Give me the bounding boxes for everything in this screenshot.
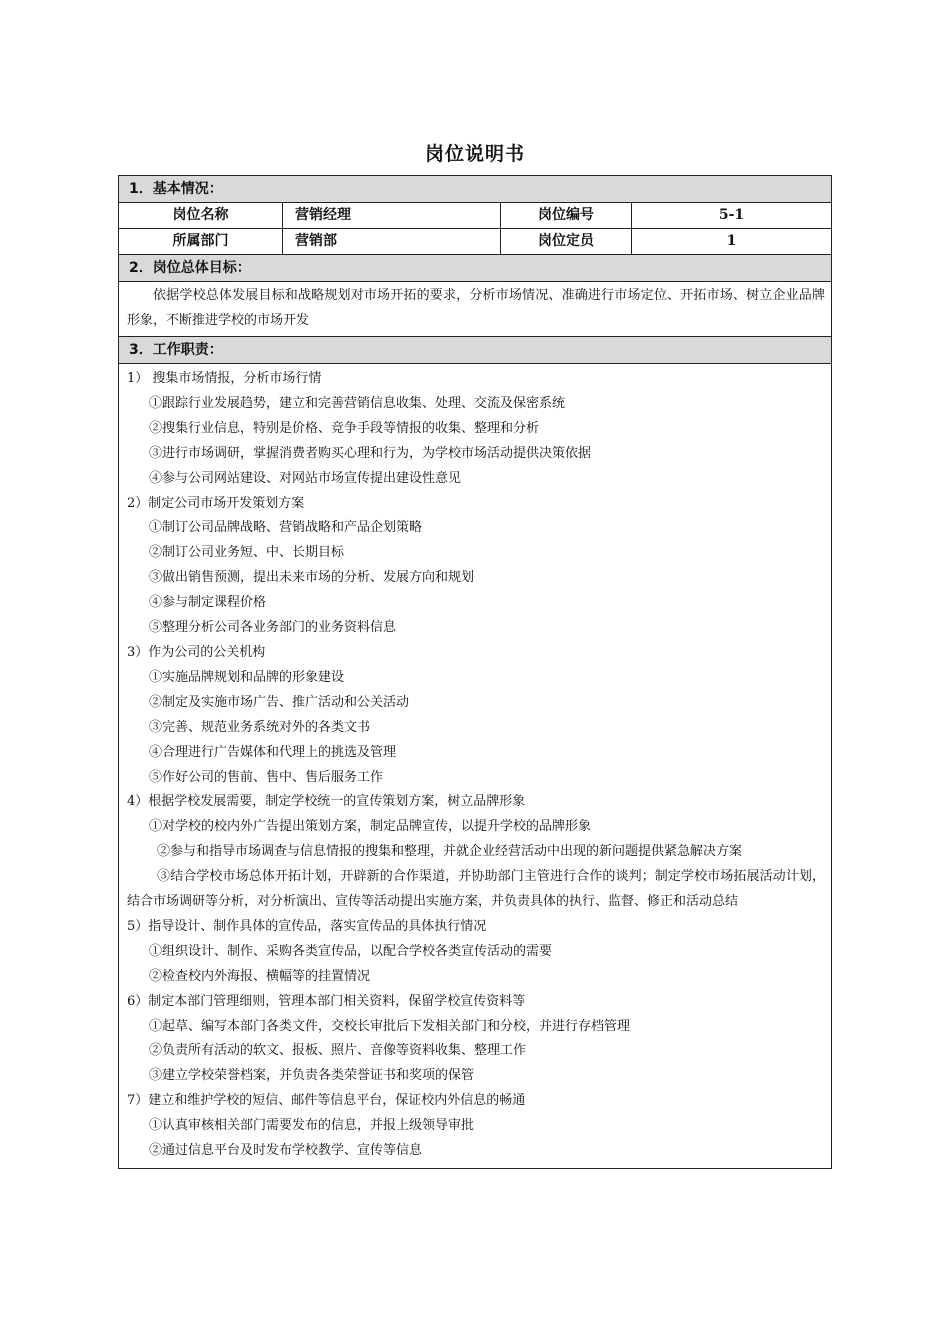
duty-item: ③进行市场调研，掌握消费者购买心理和行为，为学校市场活动提供决策依据 — [149, 445, 592, 461]
duty-item: ⑤作好公司的售前、售中、售后服务工作 — [149, 769, 384, 785]
duty-item: ③做出销售预测，提出未来市场的分析、发展方向和规划 — [149, 570, 475, 586]
job-description-form — [118, 175, 832, 1169]
duty-group-title: 1） 搜集市场情报，分析市场行情 — [127, 371, 322, 386]
section-goal-header: 2．岗位总体目标： — [119, 255, 831, 282]
department-label: 所属部门 — [119, 229, 283, 254]
page-title: 岗位说明书 — [424, 143, 525, 165]
position-code-value: 5-1 — [718, 207, 745, 223]
section-basic-header: 1．基本情况： — [119, 176, 831, 203]
duty-item: ②负责所有活动的软文、报板、照片、音像等资料收集、整理工作 — [149, 1043, 527, 1059]
duty-item: ②制定及实施市场广告、推广活动和公关活动 — [149, 694, 410, 710]
duty-item: ④合理进行广告媒体和代理上的挑选及管理 — [149, 744, 397, 760]
headcount-label: 岗位定员 — [501, 229, 632, 254]
duty-item: ①跟踪行业发展趋势，建立和完善营销信息收集、处理、交流及保密系统 — [149, 395, 566, 411]
position-name-label: 岗位名称 — [119, 203, 283, 228]
position-name-value: 营销经理 — [283, 203, 501, 228]
duty-item: ①组织设计、制作、采购各类宣传品，以配合学校各类宣传活动的需要 — [149, 943, 553, 959]
department-value: 营销部 — [283, 229, 501, 254]
duty-item: ①实施品牌规划和品牌的形象建设 — [149, 669, 345, 685]
duty-item: ①对学校的校内外广告提出策划方案，制定品牌宣传，以提升学校的品牌形象 — [149, 819, 592, 835]
duty-item: ③结合学校市场总体开拓计划，开辟新的合作渠道，并协助部门主管进行合作的谈判；制定学校市场拓展活动计划，结合市场调研等分析，对分析演出、宣传等活动提出实施方案，并负责具体的执行、监督、修正和活动总结 — [127, 869, 825, 910]
duty-item: ④参与公司网站建设、对网站市场宣传提出建设性意见 — [149, 470, 462, 486]
duty-item: ①认真审核相关部门需要发布的信息，并报上级领导审批 — [149, 1118, 475, 1134]
duty-group-title: 4）根据学校发展需要，制定学校统一的宣传策划方案，树立品牌形象 — [127, 794, 526, 810]
duty-item: ③建立学校荣誉档案，并负责各类荣誉证书和奖项的保管 — [149, 1068, 475, 1084]
duty-group-title: 2）制定公司市场开发策划方案 — [127, 495, 305, 511]
headcount-value: 1 — [726, 233, 737, 249]
duty-item: ①起草、编写本部门各类文件，交校长审批后下发相关部门和分校，并进行存档管理 — [149, 1018, 631, 1034]
info-row-position — [119, 203, 831, 229]
duty-item: ②参与和指导市场调查与信息情报的搜集和整理，并就企业经营活动中出现的新问题提供紧急解决方案 — [157, 844, 743, 860]
info-row-department — [119, 229, 831, 255]
duty-group-title: 5）指导设计、制作具体的宣传品，落实宣传品的具体执行情况 — [127, 918, 487, 934]
duties-list — [119, 364, 831, 1168]
duty-item: ①制订公司品牌战略、营销战略和产品企划策略 — [149, 520, 423, 536]
position-code-label: 岗位编号 — [501, 203, 632, 228]
duty-item: ③完善、规范业务系统对外的各类文书 — [149, 719, 371, 735]
section-duties-header: 3．工作职责： — [119, 337, 831, 364]
duty-item: ②通过信息平台及时发布学校教学、宣传等信息 — [149, 1143, 423, 1159]
duty-group-title: 3）作为公司的公关机构 — [127, 644, 266, 660]
duty-group-title: 7）建立和维护学校的短信、邮件等信息平台，保证校内外信息的畅通 — [127, 1093, 526, 1109]
duty-item: ②制订公司业务短、中、长期目标 — [149, 545, 345, 561]
duty-group-title: 6）制定本部门管理细则，管理本部门相关资料，保留学校宣传资料等 — [127, 993, 526, 1009]
goal-text: 依据学校总体发展目标和战略规划对市场开拓的要求，分析市场情况、准确进行市场定位、开拓市场、树立企业品牌形象，不断推进学校的市场开发 — [119, 282, 831, 337]
duty-item: ②检查校内外海报、横幅等的挂置情况 — [149, 968, 371, 984]
duty-item: ④参与制定课程价格 — [149, 595, 267, 611]
duty-item: ②搜集行业信息，特别是价格、竞争手段等情报的收集、整理和分析 — [149, 420, 540, 436]
duty-item: ⑤整理分析公司各业务部门的业务资料信息 — [149, 620, 397, 636]
